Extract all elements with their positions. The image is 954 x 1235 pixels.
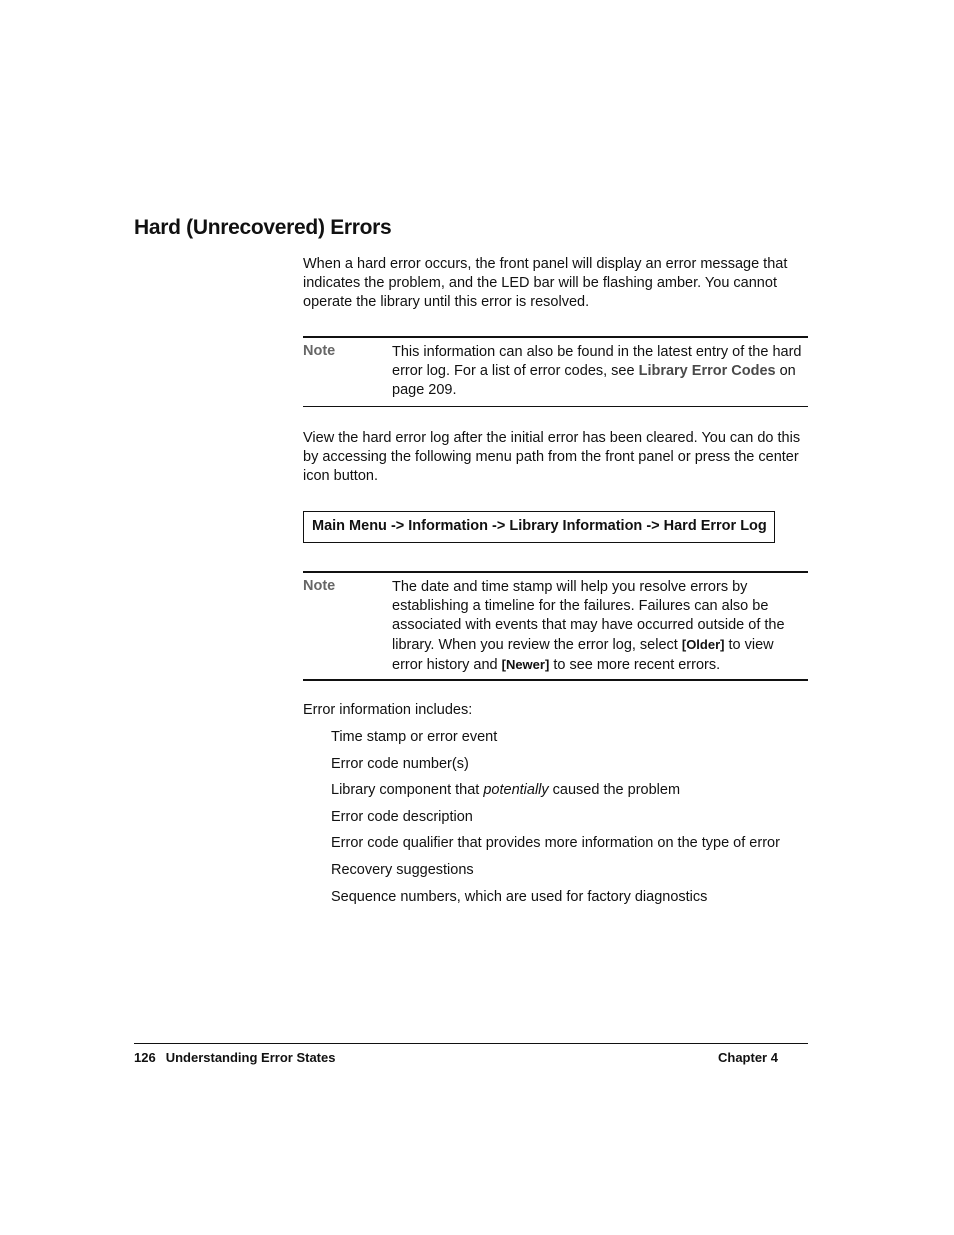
note-text: This information can also be found in the latest entry of the hard error log. For a list of error codes, see	[392, 344, 802, 379]
footer-rule	[134, 1043, 808, 1044]
menu-path-text: Main Menu -> Information -> Library Information -> Hard Error Log	[312, 518, 767, 534]
list-item-emphasis: potentially	[483, 782, 549, 799]
newer-button-label: [Newer]	[501, 657, 550, 672]
list-item	[331, 781, 780, 808]
note-text-end: on page 209.	[392, 363, 796, 398]
list-item-text: Library component that	[331, 782, 484, 799]
note-body	[392, 343, 808, 400]
error-info-list	[331, 728, 780, 914]
menu-path-box	[303, 511, 775, 543]
list-item-text: caused the problem	[548, 782, 681, 799]
section-heading: Hard (Unrecovered) Errors	[134, 216, 392, 239]
list-item: Error code qualifier that provides more information on the type of error	[331, 835, 780, 852]
note-label: Note	[303, 578, 336, 594]
intro-paragraph: When a hard error occurs, the front panel will display an error message that indicates the problem, and the LED bar will be flashing amber. You cannot operate the library until this error is resolved.	[303, 256, 788, 310]
list-intro: Error information includes:	[303, 702, 473, 718]
page-number: 126	[134, 1050, 156, 1065]
note-text: to view error history and	[392, 637, 774, 673]
note-body	[392, 578, 808, 675]
list-item: Time stamp or error event	[331, 729, 498, 745]
older-button-label: [Older]	[681, 637, 725, 652]
library-error-codes-link[interactable]: Library Error Codes	[638, 363, 776, 379]
note-box-error-log	[303, 336, 808, 407]
footer-chapter: Chapter 4	[718, 1050, 778, 1065]
note-label: Note	[303, 343, 336, 359]
note-text-end: to see more recent errors.	[549, 657, 721, 673]
note-box-timestamp	[303, 571, 808, 681]
footer-section-title: Understanding Error States	[165, 1050, 336, 1065]
footer-left	[134, 1050, 335, 1065]
view-log-paragraph: View the hard error log after the initial error has been cleared. You can do this by accessing the following menu path from the front panel or press the center icon button.	[303, 430, 801, 484]
list-item: Recovery suggestions	[331, 861, 474, 878]
list-item: Error code number(s)	[331, 755, 469, 772]
list-item: Error code description	[331, 808, 473, 825]
list-item: Sequence numbers, which are used for factory diagnostics	[331, 888, 708, 905]
note-text: The date and time stamp will help you resolve errors by establishing a timeline for the failures. Failures can also be associated with events that may have occurred outside of the library. When you review the error log, select	[392, 579, 785, 653]
